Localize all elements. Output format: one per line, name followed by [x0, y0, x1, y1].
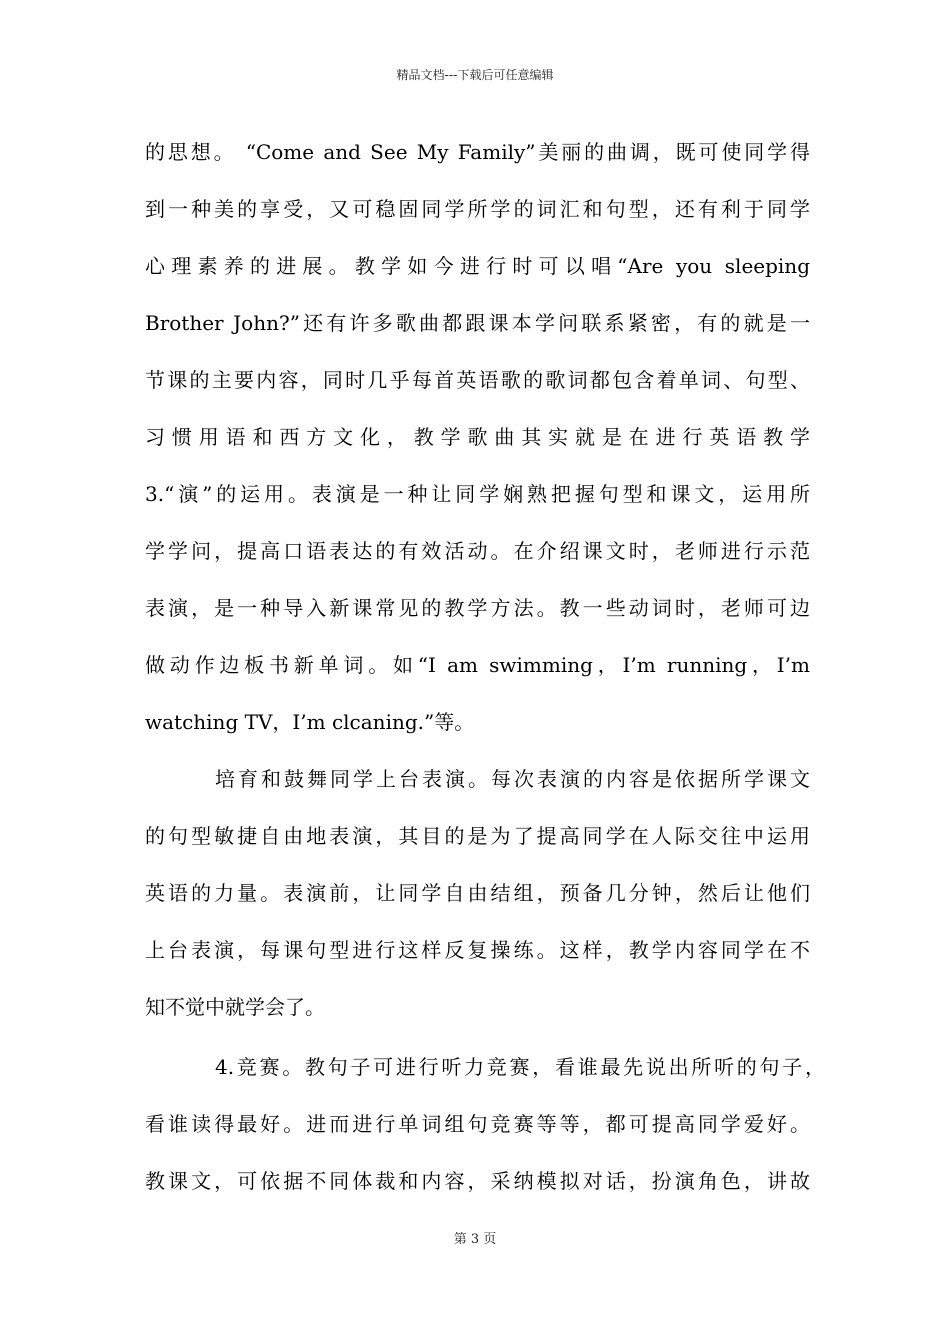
text-line: 表演，是一种导入新课常见的教学方法。教一些动词时，老师可边: [145, 596, 810, 620]
text-line: 的思想。 “Come and See My Family”美丽的曲调，既可使同学得: [145, 140, 810, 164]
paragraph-first-line: 4.竞赛。教句子可进行听力竞赛，看谁最先说出所听的句子，: [215, 1055, 825, 1079]
text-line: 的句型敏捷自由地表演，其目的是为了提高同学在人际交往中运用: [145, 824, 810, 848]
text-line: 3.“演”的运用。表演是一种让同学娴熟把握句型和课文，运用所: [145, 482, 810, 506]
text-line: 做动作边板书新单词。如“I am swimming，I’m running，I’m: [145, 653, 810, 677]
text-line: 学学问，提高口语表达的有效活动。在介绍课文时，老师进行示范: [145, 539, 810, 563]
text-line: 知不觉中就学会了。: [145, 995, 325, 1019]
text-line: 上台表演，每课句型进行这样反复操练。这样，教学内容同学在不: [145, 938, 810, 962]
paragraph-first-line: 培育和鼓舞同学上台表演。每次表演的内容是依据所学课文: [215, 767, 810, 791]
text-line: 心理素养的进展。教学如今进行时可以唱“Are you sleeping: [145, 254, 810, 278]
text-line: Brother John?”还有许多歌曲都跟课本学问联系紧密，有的就是一: [145, 311, 810, 335]
page-number: 第 3 页: [453, 1232, 497, 1247]
page-header: 精品文档---下载后可任意编辑: [396, 68, 554, 82]
text-line: 看谁读得最好。进而进行单词组句竞赛等等，都可提高同学爱好。: [145, 1112, 810, 1136]
text-line: watching TV，I’m clcaning.”等。: [145, 710, 475, 734]
text-line: 教课文，可依据不同体裁和内容，采纳模拟对话，扮演角色，讲故: [145, 1169, 810, 1193]
text-line: 到一种美的享受，又可稳固同学所学的词汇和句型，还有利于同学: [145, 197, 810, 221]
text-line: 英语的力量。表演前，让同学自由结组，预备几分钟，然后让他们: [145, 881, 810, 905]
text-line: 习惯用语和西方文化，教学歌曲其实就是在进行英语教学: [145, 425, 810, 449]
text-line: 节课的主要内容，同时几乎每首英语歌的歌词都包含着单词、句型、: [145, 368, 810, 392]
